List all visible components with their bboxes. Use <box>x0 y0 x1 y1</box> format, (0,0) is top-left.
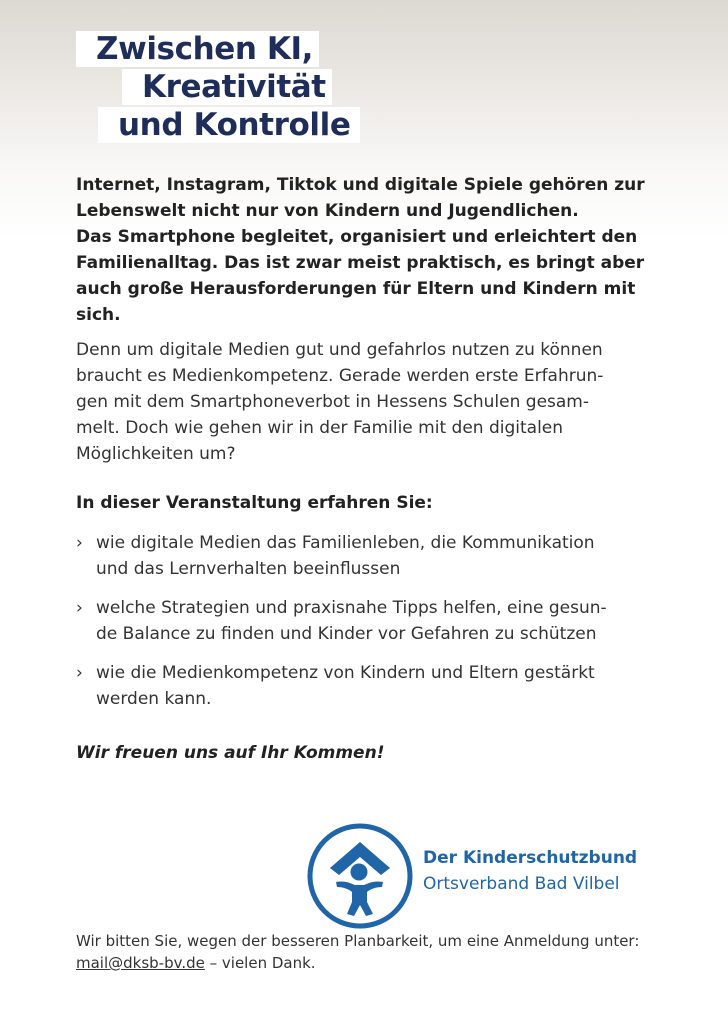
section-heading: In dieser Veranstaltung erfahren Sie: <box>76 493 433 513</box>
list-item-line: und das Lernverhalten beeinflussen <box>96 559 401 579</box>
list-item-line: wie die Medienkompetenz von Kindern und Eltern gestärkt <box>96 663 595 683</box>
closing-line: Wir freuen uns auf Ihr Kommen! <box>76 743 385 763</box>
intro-paragraph <box>76 172 656 328</box>
list-item-line: werden kann. <box>96 689 212 709</box>
org-name: Der Kinderschutzbund <box>423 848 638 868</box>
email-link[interactable]: mail@dksb-bv.de <box>76 954 205 972</box>
footer-text: Wir bitten Sie, wegen der besseren Planbarkeit, um eine Anmeldung unter: <box>76 932 640 950</box>
bullet-chevron-icon: › <box>76 663 83 683</box>
list-item-line: wie digitale Medien das Familienleben, die Kommunikation <box>96 533 595 553</box>
list-item <box>76 660 656 712</box>
body-paragraph <box>76 337 656 467</box>
footer-suffix: – vielen Dank. <box>204 954 316 972</box>
body-line: braucht es Medienkompetenz. Gerade werden erste Erfahrun- <box>76 366 604 386</box>
list-item <box>76 530 656 582</box>
title-line-2: Kreativität <box>122 69 332 105</box>
title-line-1: Zwischen KI, <box>76 31 319 67</box>
intro-line: auch große Herausforderungen für Eltern und Kindern mit <box>76 279 636 299</box>
body-line: Denn um digitale Medien gut und gefahrlos nutzen zu können <box>76 340 603 360</box>
body-line: melt. Doch wie gehen wir in der Familie mit den digitalen <box>76 418 564 438</box>
page-title <box>76 30 360 144</box>
organization-name <box>423 845 637 897</box>
bullet-chevron-icon: › <box>76 533 83 553</box>
list-item-line: de Balance zu finden und Kinder vor Gefahren zu schützen <box>96 624 597 644</box>
list-item-line: welche Strategien und praxisnahe Tipps helfen, eine gesun- <box>96 598 607 618</box>
bullet-chevron-icon: › <box>76 598 83 618</box>
benefit-list <box>76 530 656 725</box>
title-line-3: und Kontrolle <box>98 107 360 143</box>
intro-line: Internet, Instagram, Tiktok und digitale Spiele gehören zur <box>76 175 645 195</box>
intro-line: Familienalltag. Das ist zwar meist praktisch, es bringt aber <box>76 253 645 273</box>
intro-line: sich. <box>76 305 121 325</box>
list-item <box>76 595 656 647</box>
body-line: gen mit dem Smartphoneverbot in Hessens Schulen gesam- <box>76 392 590 412</box>
intro-line: Lebenswelt nicht nur von Kindern und Jugendlichen. <box>76 201 579 221</box>
body-line: Möglichkeiten um? <box>76 444 236 464</box>
intro-line: Das Smartphone begleitet, organisiert und erleichtert den <box>76 227 638 247</box>
kinderschutzbund-logo-icon <box>306 822 414 930</box>
registration-note <box>76 930 676 974</box>
org-branch: Ortsverband Bad Vilbel <box>423 874 620 894</box>
